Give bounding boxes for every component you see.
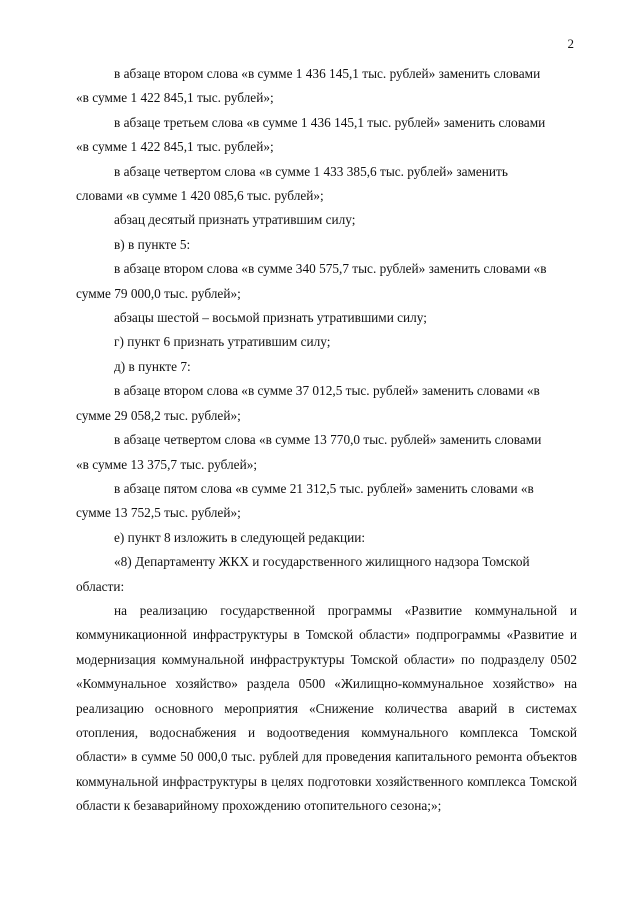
subitem-d-heading: д) в пункте 7: [114, 358, 191, 374]
paragraph-amend-par4: в абзаце четвертом слова «в сумме 1 433 385,6 тыс. рублей» заменить словами «в сумме 1 420 085,6 тыс. рублей»; [76, 163, 508, 204]
subitem-e-heading: е) пункт 8 изложить в следующей редакции: [114, 529, 366, 545]
page-number: 2 [567, 36, 574, 51]
paragraph-item5-repeal: абзацы шестой – восьмой признать утратившими силу; [114, 310, 427, 326]
paragraph-amend-par2: в абзаце втором слова «в сумме 1 436 145,1 тыс. рублей» заменить словами «в сумме 1 422 845,1 тыс. рублей»; [76, 66, 541, 106]
paragraph-item7-par5: в абзаце пятом слова «в сумме 21 312,5 тыс. рублей» заменить словами «в сумме 13 752,5 тыс. рублей»; [76, 480, 534, 521]
paragraph-item7-par2: в абзаце втором слова «в сумме 37 012,5 тыс. рублей» заменить словами «в сумме 29 058,2 тыс. рублей»; [76, 383, 540, 423]
paragraph-amend-par3: в абзаце третьем слова «в сумме 1 436 145,1 тыс. рублей» заменить словами «в сумме 1 422 845,1 тыс. рублей»; [76, 114, 546, 155]
paragraph-item7-par4: в абзаце четвертом слова «в сумме 13 770,0 тыс. рублей» заменить словами «в сумме 13 375,7 тыс. рублей»; [76, 432, 542, 472]
subitem-v-heading: в) в пункте 5: [114, 236, 191, 252]
document-body [76, 62, 577, 819]
subitem-g: г) пункт 6 признать утратившим силу; [114, 334, 331, 350]
item8-heading: «8) Департаменту ЖКХ и государственного жилищного надзора Томской области: [76, 554, 530, 594]
paragraph-item5-par2: в абзаце втором слова «в сумме 340 575,7 тыс. рублей» заменить словами «в сумме 79 000,0 тыс. рублей»; [76, 261, 547, 301]
paragraph-repeal-par10: абзац десятый признать утратившим силу; [114, 212, 356, 228]
item8-body: на реализацию государственной программы «Развитие коммунальной и коммуникационной инфраструктуры в Томской области» подпрограммы «Развитие и модернизация коммунальной инфраструктуры Томской области» по подразделу 0502 «Коммунальное хозяйство» раздела 0500 «Жилищно-коммунальное хозяйство» на реализацию основного мероприятия «Снижение количества аварий в системах отопления, водоснабжения и водоотведения коммунального комплекса Томской области» в сумме 50 000,0 тыс. рублей для проведения капитального ремонта объектов коммунальной инфраструктуры в целях подготовки хозяйственного комплекса Томской области к безаварийному прохождению отопительного сезона;»; [76, 602, 577, 814]
